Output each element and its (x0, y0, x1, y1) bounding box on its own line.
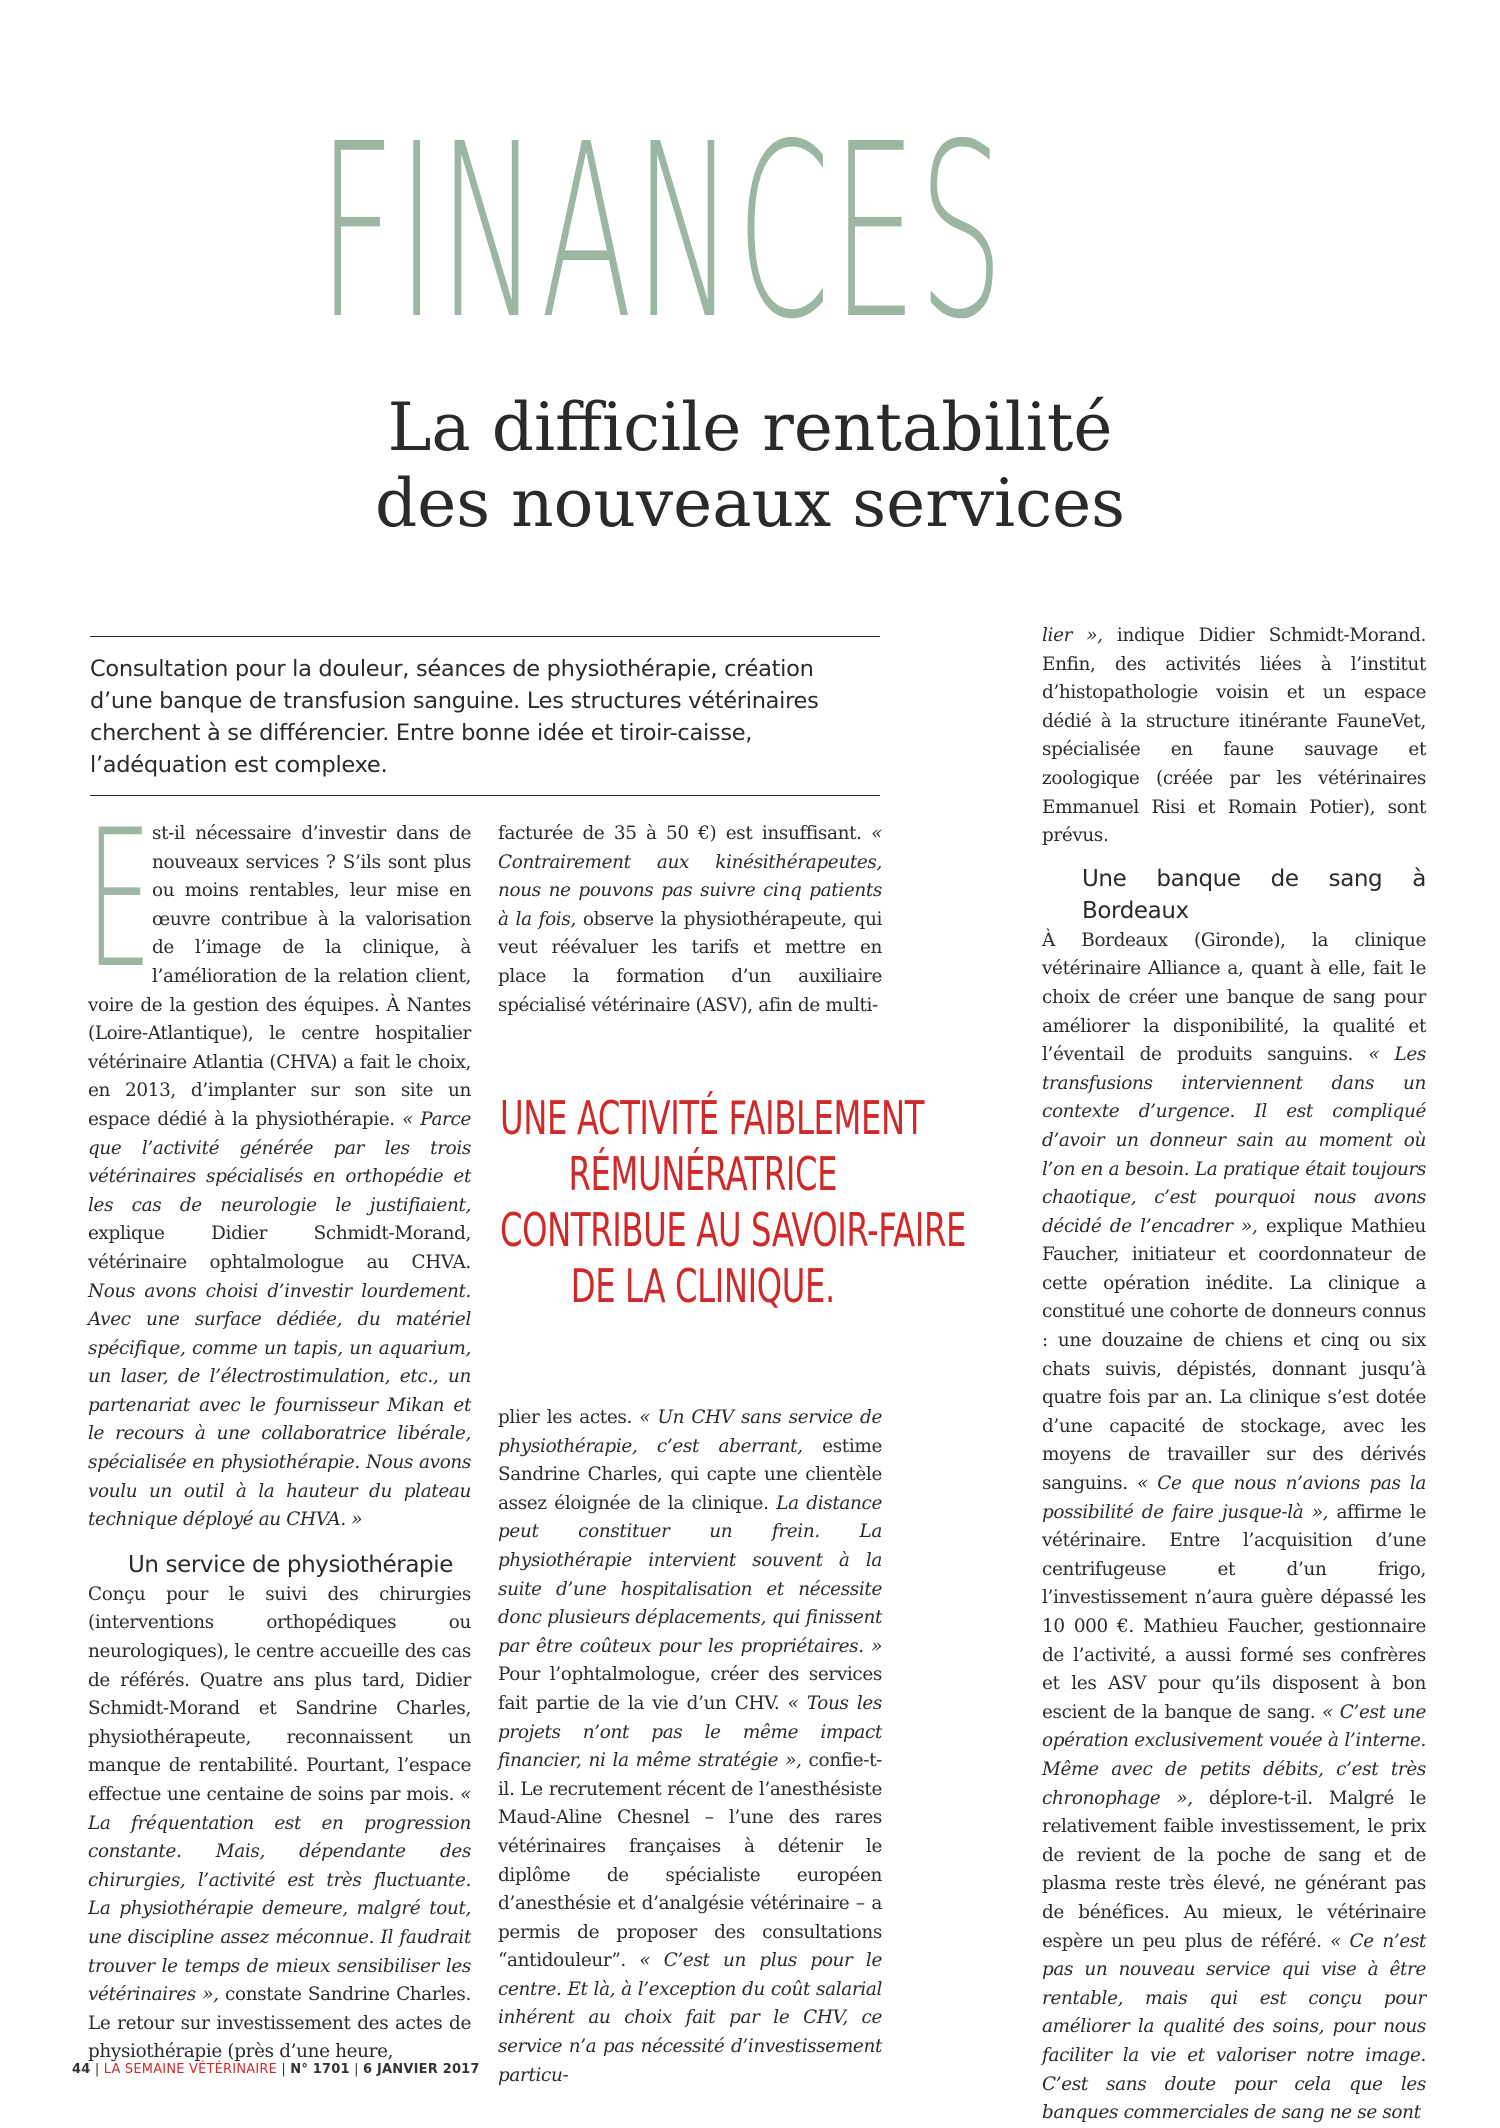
column3-paragraph-2: À Bordeaux (Gironde), la clinique vétérinaire Alliance a, quant à elle, fait le choix de créer une banque de sang pour améliorer la disponibilité, la qualité et l’éventail de produits sanguins. « Les transfusions interviennent dans un contexte d’urgence. Il est compliqué d’avoir un donneur sain au moment où l’on en a besoin. La pratique était toujours chaotique, c’est pourquoi nous avons décidé de l’encadrer », explique Mathieu Faucher, initiateur et coordonnateur de cette opération inédite. La clinique a constitué une cohorte de donneurs connus : une douzaine de chiens et cinq ou six chats suivis, dépistés, donnant jusqu’à quatre fois par an. La clinique s’est dotée d’une capacité de stockage, avec les moyens de travailler sur des dérivés sanguins. « Ce que nous n’avions pas la possibilité de faire jusque-là », affirme le vétérinaire. Entre l’acquisition d’une centrifugeuse et d’un frigo, l’investissement n’aura guère dépassé les 10 000 €. Mathieu Faucher, gestionnaire de l’activité, a aussi formé ses confrères et les ASV pour qu’ils disposent à bon escient de la banque de sang. « C’est une opération exclusivement vouée à l’interne. Même avec de petits débits, c’est très chronophage », déplore-t-il. Malgré le relativement faible investissement, le prix de revient de la poche de sang et de plasma reste très élevé, ne générant pas de bénéfices. Au mieux, le vétérinaire espère un peu plus de référé. « Ce n’est pas un nouveau service qui vise à être rentable, mais qui est conçu pour améliorer la qualité des soins, pour nous faciliter la vie et valoriser notre image. C’est sans doute pour cela que les banques commerciales de sang ne se sont (1042, 929, 1427, 2124)
column3-paragraph: lier », indique Didier Schmidt-Morand. Enfin, des activités liées à l’institut d’histopathologie voisin et un espace dédié à la structure itinérante FauneVet, spécialisée en faune sauvage et zoologique (créée par les vétérinaires Emmanuel Risi et Romain Potier), sont prévus. (1042, 625, 1426, 847)
drop-cap: E (86, 789, 152, 1010)
page-footer: 44 | LA SEMAINE VÉTÉRINAIRE | N° 1701 | 6 JANVIER 2017 (72, 2062, 480, 2077)
pull-quote-line: CONTRIBUE AU SAVOIR-FAIRE (500, 1203, 966, 1257)
issue-number: N° 1701 (290, 2062, 350, 2077)
subhead-banque-de-sang: Une banque de sang à Bordeaux (1082, 865, 1426, 924)
column1-paragraph-2: Conçu pour le suivi des chirurgies (interventions orthopédiques ou neurologiques), le centre accueille des cas de référés. Quatre ans plus tard, Didier Schmidt-Morand et Sandrine Charles, physiothérapeute, reconnaissent un manque de rentabilité. Pourtant, l’espace effectue une centaine de soins par mois. « La fréquentation est en progression constante. Mais, dépendante des chirurgies, l’activité est très fluctuante. La physiothérapie demeure, malgré tout, une discipline assez méconnue. Il faudrait trouver le temps de mieux sensibiliser les vétérinaires », constate Sandrine Charles. Le retour sur investissement des actes de physiothérapie (près d’une heure, (88, 1583, 472, 2063)
column1-paragraph: st-il nécessaire d’investir dans de nouveaux services ? S’ils sont plus ou moins rentables, leur mise en œuvre contribue à la valorisation de l’image de la clinique, à l’amélioration de la relation client, voire de la gestion des équipes. À Nantes (Loire-Atlantique), le centre hospitalier vétérinaire Atlantia (CHVA) a fait le choix, en 2013, d’implanter sur son site un espace dédié à la physiothérapie. « Parce que l’activité générée par les trois vétérinaires spécialisés en orthopédie et les cas de neurologie le justifiaient, explique Didier Schmidt-Morand, vétérinaire ophtalmologue au CHVA. Nous avons choisi d’investir lourdement. Avec une surface dédiée, du matériel spécifique, comme un tapis, un aquarium, un laser, de l’électrostimulation, etc., un partenariat avec le fournisseur Mikan et le recours à une collaboratrice libérale, spécialisée en physiothérapie. Nous avons voulu un outil à la hauteur du plateau technique déployé au CHVA. » (88, 823, 471, 1531)
article-column-2-top (498, 820, 882, 1020)
pull-quote-line: DE LA CLINIQUE. (570, 1259, 835, 1313)
column2-paragraph-top: facturée de 35 à 50 €) est insuffisant. « Contrairement aux kinésithérapeutes, nous ne pouvons pas suivre cinq patients à la fois, observe la physiothérapeute, qui veut réévaluer les tarifs et mettre en place la formation d’un auxiliaire spécialisé vétérinaire (ASV), afin de multi- (498, 823, 882, 1016)
article-column-1 (86, 789, 472, 2067)
subhead-physiotherapie: Un service de physiothérapie (128, 1551, 453, 1578)
section-kicker: FINANCES (318, 92, 1006, 372)
pull-quote (500, 1090, 966, 1314)
article-column-3 (1042, 622, 1426, 2128)
pull-quote-line: UNE ACTIVITÉ FAIBLEMENT (500, 1091, 925, 1145)
title-line-2: des nouveaux services (374, 465, 1126, 542)
title-line-1: La difficile rentabilité (387, 389, 1113, 466)
standfirst: Consultation pour la douleur, séances de physiothérapie, création d’une banque de transfusion sanguine. Les structures vétérinaires cherchent à se différencier. Entre bonne idée et tiroir-caisse, l’adéquation est complexe. (90, 636, 880, 796)
page-title (300, 390, 1200, 542)
magazine-name: LA SEMAINE VÉTÉRINAIRE (103, 2062, 278, 2077)
pull-quote-line: RÉMUNÉRATRICE (568, 1147, 838, 1201)
column2-paragraph-bottom: plier les actes. « Un CHV sans service de physiothérapie, c’est aberrant, estime Sandrine Charles, qui capte une clientèle assez éloignée de la clinique. La distance peut constituer un frein. La physiothérapie intervient souvent à la suite d’une hospitalisation et nécessite donc plusieurs déplacements, qui finissent par être coûteux pour les propriétaires. » Pour l’ophtalmologue, créer des services fait partie de la vie d’un CHV. « Tous les projets n’ont pas le même impact financier, ni la même stratégie », confie-t-il. Le recrutement récent de l’anesthésiste Maud-Aline Chesnel – l’une des rares vétérinaires françaises à détenir le diplôme de spécialiste européen d’anesthésie et d’analgésie vétérinaire – a permis de proposer des consultations “antidouleur”. « C’est un plus pour le centre. Et là, à l’exception du coût salarial inhérent au choix fait par le CHV, ce service n’a pas nécessité d’investissement particu- (498, 1407, 883, 2086)
article-column-2-bottom (498, 1404, 882, 2090)
page-number: 44 (72, 2062, 91, 2077)
issue-date: 6 JANVIER 2017 (363, 2062, 480, 2077)
